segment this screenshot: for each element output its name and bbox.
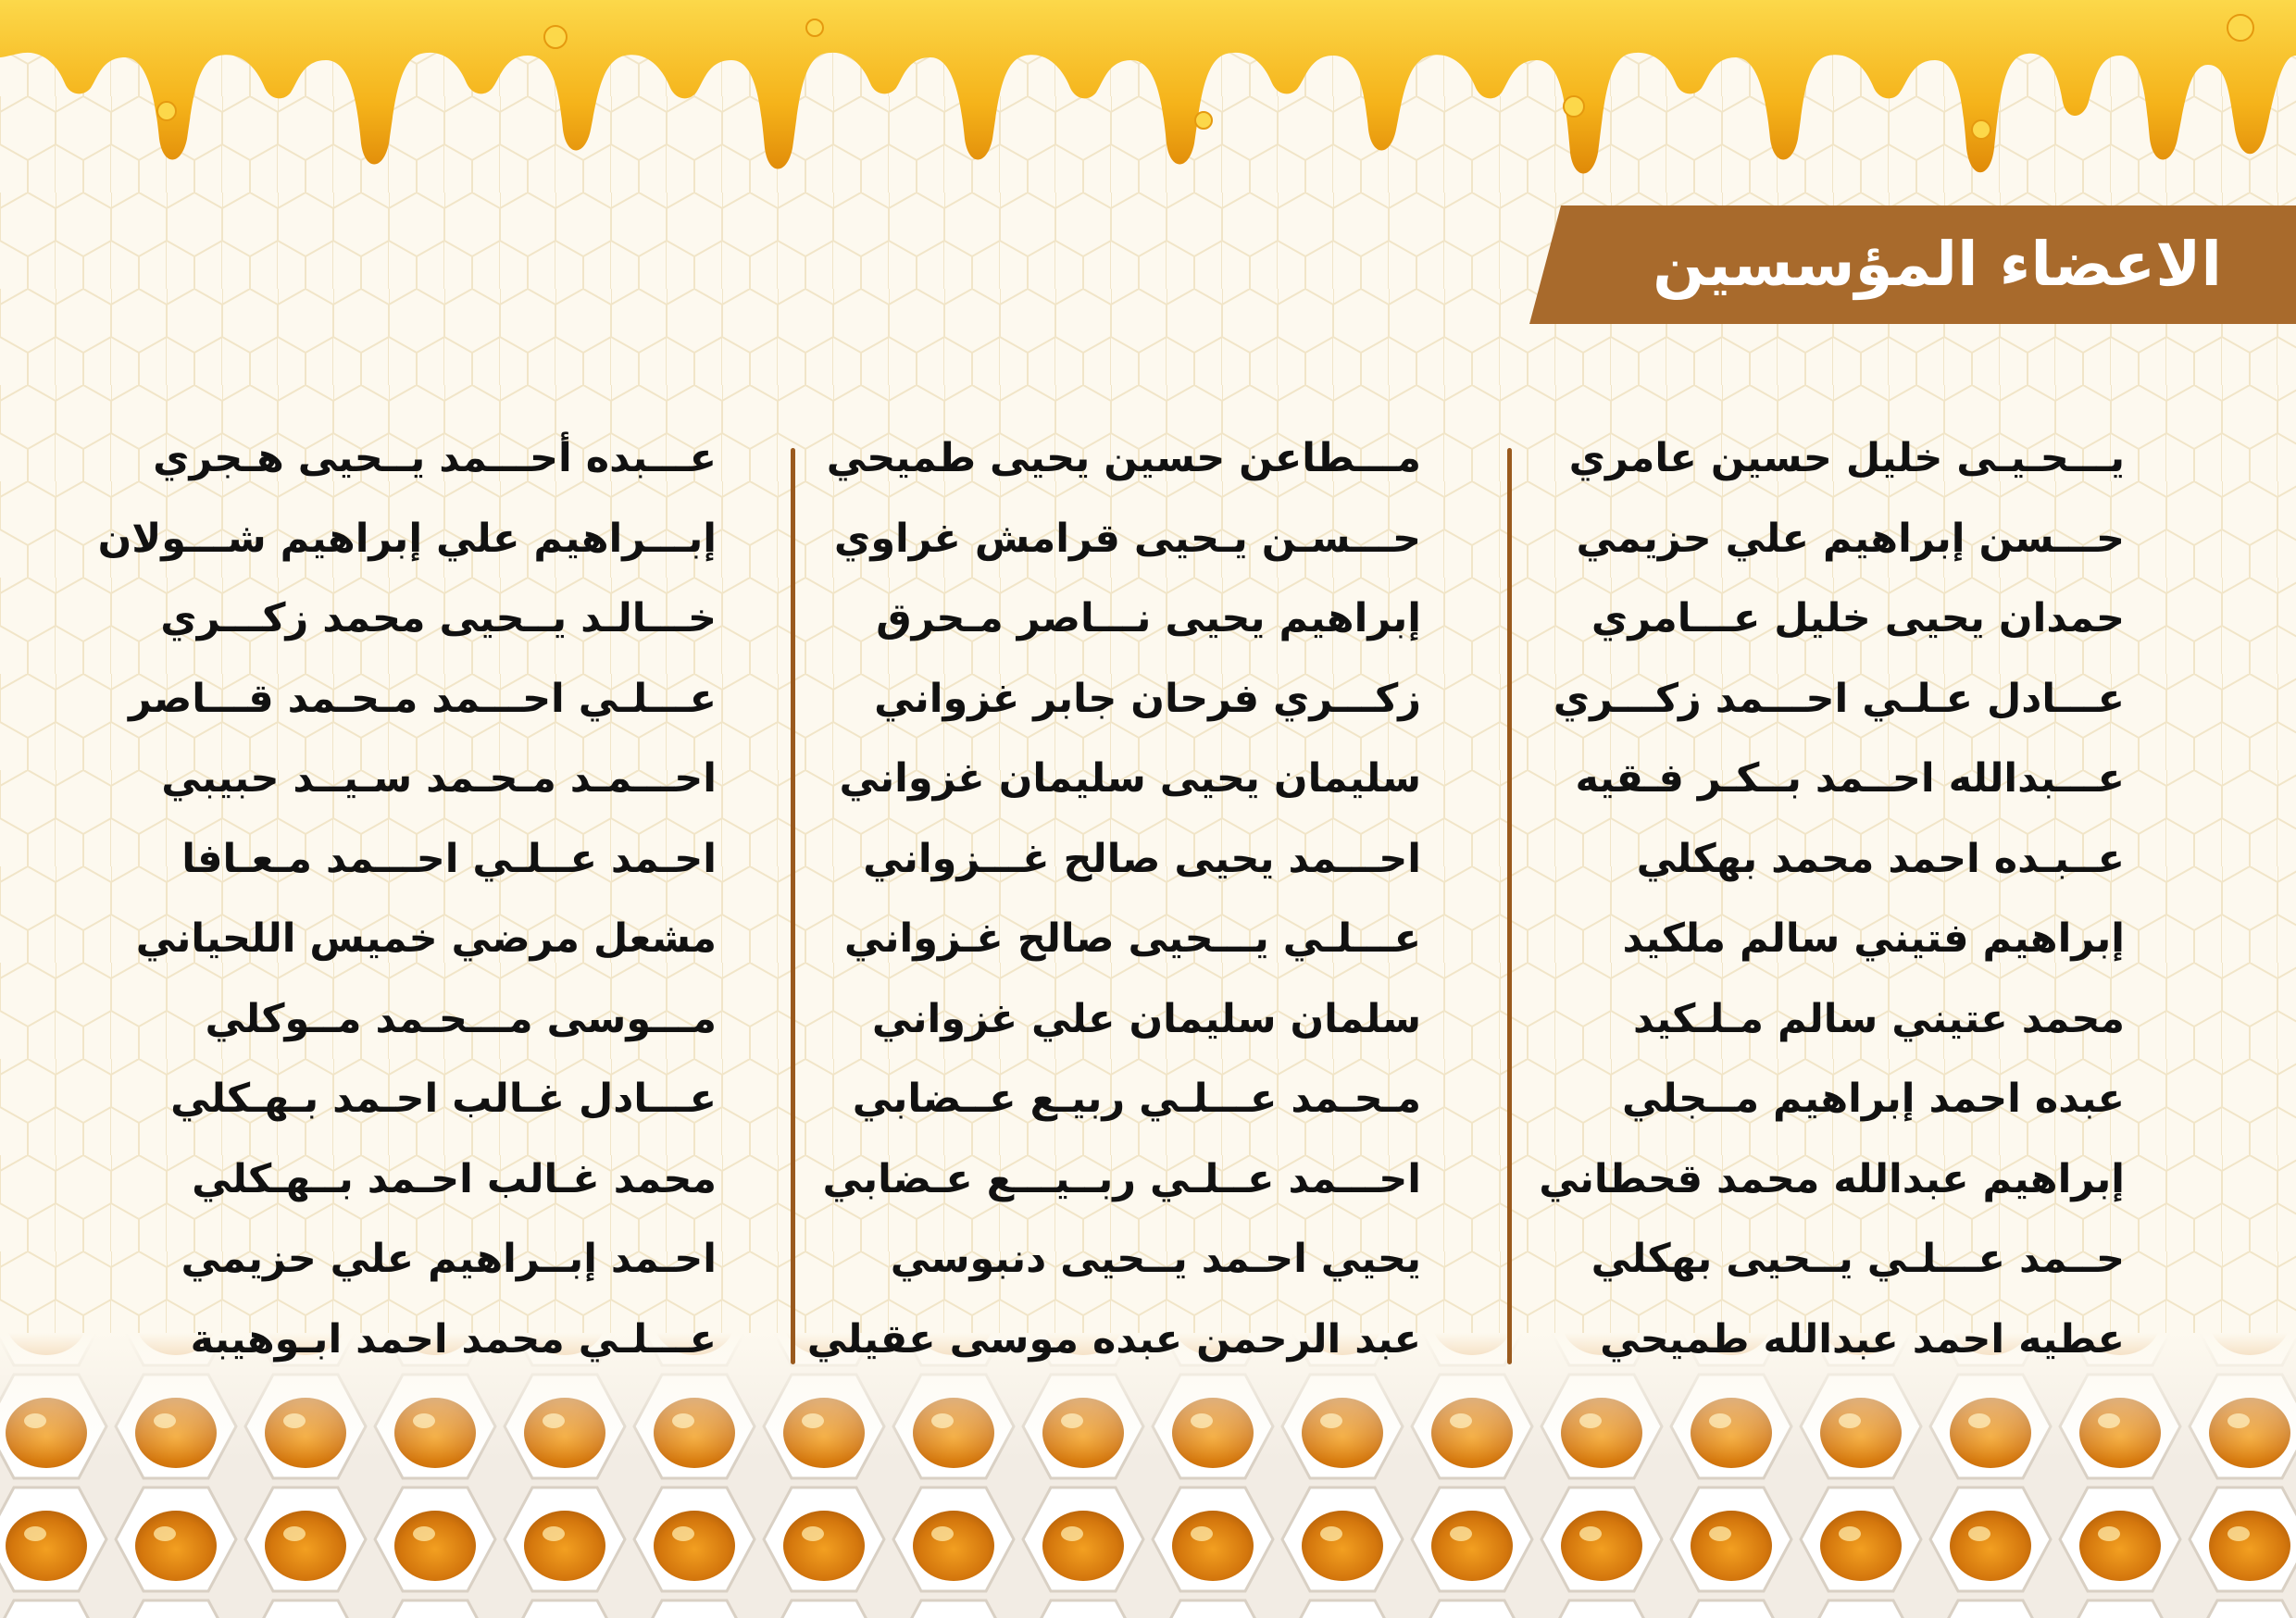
list-item: مشعل مرضي خميس اللحياني [135,915,717,962]
list-item: عـــبده أحـــمد يــحيى هـجري [153,435,717,481]
title-banner [1529,205,2296,324]
list-item: سلمان سليمان علي غزواني [871,995,1421,1042]
list-item: حـــسن إبراهيم علي حزيمي [1576,515,2125,562]
column-divider [791,448,795,1364]
list-item: مـــوسى مـــحـمد مــوكلي [205,995,717,1042]
list-item: إبـــراهيم علي إبراهيم شـــولان [97,515,717,562]
list-item: عـــلـي يـــحيى صالح غـزواني [843,915,1421,962]
list-item: احـمد إبــراهيم علي حزيمي [181,1236,717,1282]
list-item: مـــطاعن حسين يحيى طميحي [826,435,1421,481]
list-item: حمدان يحيى خليل عـــامري [1591,595,2125,641]
list-item: احـمد عــلـي احـــمد مـعـافا [181,835,717,882]
page-title: الاعضاء المؤسسين [1653,229,2222,300]
list-item: خـــالـد يــحيى محمد زكـــري [160,595,717,641]
list-item: إبراهيم عبدالله محمد قحطاني [1539,1155,2125,1202]
names-column-left [97,418,717,1379]
list-item: حـــسـن يـحيى قرامش غراوي [833,515,1421,562]
list-item: إبراهيم فتيني سالم ملكيد [1622,915,2125,962]
names-column-right [1539,418,2125,1379]
list-item: سليمان يحيى سليمان غزواني [839,755,1421,802]
list-item: يـــحـيـى خليل حسين عامري [1568,435,2125,481]
list-item: احـــمد يحيى صالح غـــزواني [863,835,1421,882]
list-item: عـــلـي محمد احمد ابـوهيبة [190,1315,717,1363]
list-item: عـــلـي احـــمد مـحـمد قـــاصر [129,675,717,722]
list-item: احـــمـد مـحـمد سـيــد حبيبي [161,755,717,802]
column-divider [1507,448,1512,1364]
list-item: عـــادل عـلـي احـــمد زكـــري [1553,675,2125,722]
list-item: زكـــري فرحان جابر غزواني [874,675,1421,722]
list-item: حــمد عـــلـي يــحيى بهكلي [1591,1236,2125,1282]
list-item: يحيي احـمد يــحيى دنبوسي [890,1236,1421,1282]
list-item: عـــبدالله احــمد بــكـر فـقيه [1575,755,2125,802]
list-item: عبده احمد إبراهيم مــجلي [1622,1076,2125,1122]
list-item: محمد غـالب احـمد بــهـكلي [192,1155,717,1202]
list-item: عـــادل غـالب احـمد بـهـكلي [170,1076,717,1122]
list-item: عــبـده احمد محمد بهكلي [1636,835,2125,882]
list-item: محمد عتيني سالم مـلـكيد [1633,995,2125,1042]
list-item: إبراهيم يحيى نـــاصر مـحرق [876,595,1421,641]
honey-drip-decoration [0,0,2296,213]
list-item: عطيه احمد عبدالله طميحي [1600,1315,2125,1363]
list-item: مـحـمد عـــلـي ربيـع عــضابي [852,1076,1421,1122]
list-item: عبد الرحمن عبده موسى عقيلي [806,1315,1421,1363]
list-item: احـــمد عــلـي ربــيـــع عـضابي [822,1155,1421,1202]
names-column-middle [806,418,1421,1379]
